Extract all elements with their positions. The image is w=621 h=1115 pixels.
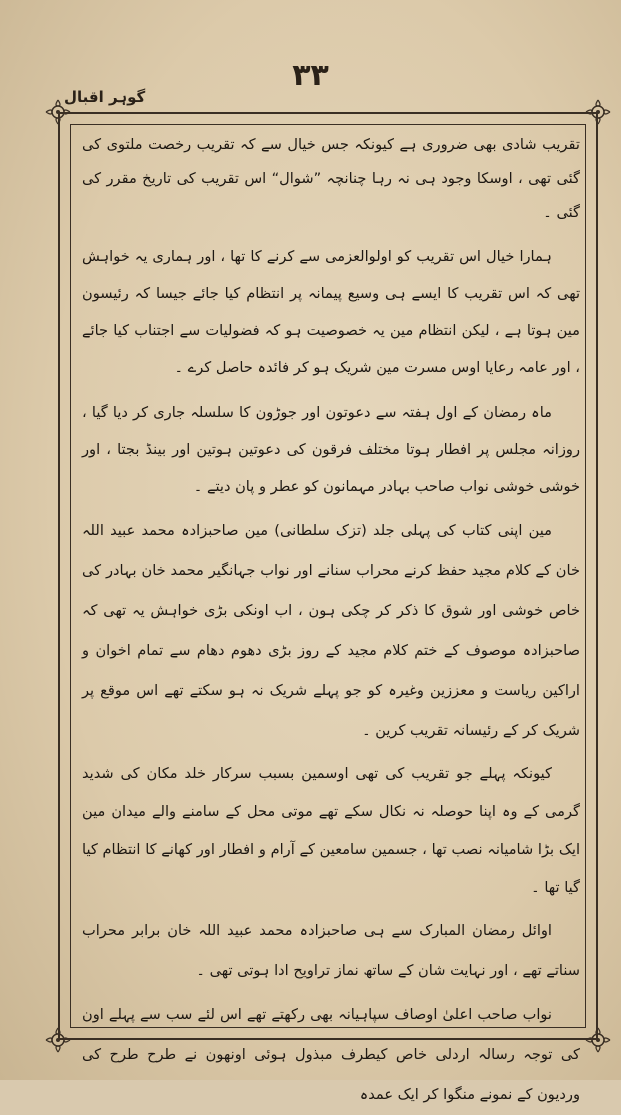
running-title: گوہر اقبال: [64, 88, 146, 106]
corner-ornament-icon: [584, 98, 612, 126]
corner-ornament-icon: [44, 98, 72, 126]
paragraph: ہمارا خیال اس تقریب کو اولوالعزمی سے کرنے کا تھا ، اور ہماری یہ خواہش تھی کہ اس تقریب کا ایسے ہی وسیع پیمانہ پر انتظام کیا جائے جیسا کہ رئیسون مین ہوتا ہے ، لیکن انتظام مین یہ خصوصیت ہو کہ فضولیات سے اجتناب کیا جائے ، اور عامہ رعایا اوس مسرت مین شریک ہو کر فائدہ حاصل کرے ۔: [82, 248, 580, 376]
paragraph: تقریب شادی بھی ضروری ہے کیونکہ جس خیال سے کہ تقریب رخصت ملتوی کی گئی تھی ، اوسکا وجود ہی نہ رہا چنانچہ ”شوال“ اس تقریب کی تاریخ مقرر کی گئی ۔: [82, 136, 580, 221]
paragraph: مین اپنی کتاب کی پہلی جلد (تزک سلطانی) مین صاحبزادہ محمد عبید اللہ خان کے کلام مجید حفظ کرنے محراب سنانے اور نواب جہانگیر محمد خان بہادر کی خاص خوشی اور شوق کا ذکر کر چکی ہون ، اب اونکی بڑی خواہش یہ تھی کہ صاحبزادہ موصوف کے ختم کلام مجید کے روز بڑی دھوم دھام سے تمام اخوان و اراکین ریاست و معززین وغیرہ کو جو پہلے شریک نہ ہو سکتے تھے اس موقع پر شریک کر کے رئیسانہ تقریب کرین ۔: [82, 522, 580, 739]
corner-ornament-icon: [584, 1026, 612, 1054]
paragraph: کیونکہ پہلے جو تقریب کی تھی اوسمین بسبب سرکار خلد مکان کی شدید گرمی کے وہ اپنا حوصلہ نہ نکال سکے تھے موتی محل کے سامنے والے میدان مین ایک بڑا شامیانہ نصب تھا ، جسمین سامعین کے آرام و افطار اور کھانے کا انتظام کیا گیا تھا ۔: [82, 765, 580, 896]
corner-ornament-icon: [44, 1026, 72, 1054]
paragraph: اوائل رمضان المبارک سے ہی صاحبزادہ محمد عبید اللہ خان برابر محراب سناتے تھے ، اور نہایت شان کے ساتھ نماز تراویح ادا ہوتی تھی ۔: [82, 922, 580, 979]
body-text: [82, 128, 580, 1103]
page-number: ۳۳: [292, 58, 329, 93]
paragraph: ماہ رمضان کے اول ہفتہ سے دعوتون اور جوڑون کا سلسلہ جاری کر دیا گیا ، روزانہ مجلس پر افطار ہوتا مختلف فرقون کی دعوتین ہوتین اور بینڈ بجتا ، اور خوشی خوشی نواب صاحب بہادر مہمانون کو عطر و پان دیتے ۔: [82, 404, 580, 495]
paragraph: نواب صاحب اعلیٰ اوصاف سپاہیانہ بھی رکھتے تھے اس لئے سب سے پہلے اون کی توجہ رسالہ اردلی خاص کیطرف مبذول ہوئی اونھون نے طرح طرح کی وردیون کے نمونے منگوا کر ایک عمدہ: [82, 1006, 580, 1103]
